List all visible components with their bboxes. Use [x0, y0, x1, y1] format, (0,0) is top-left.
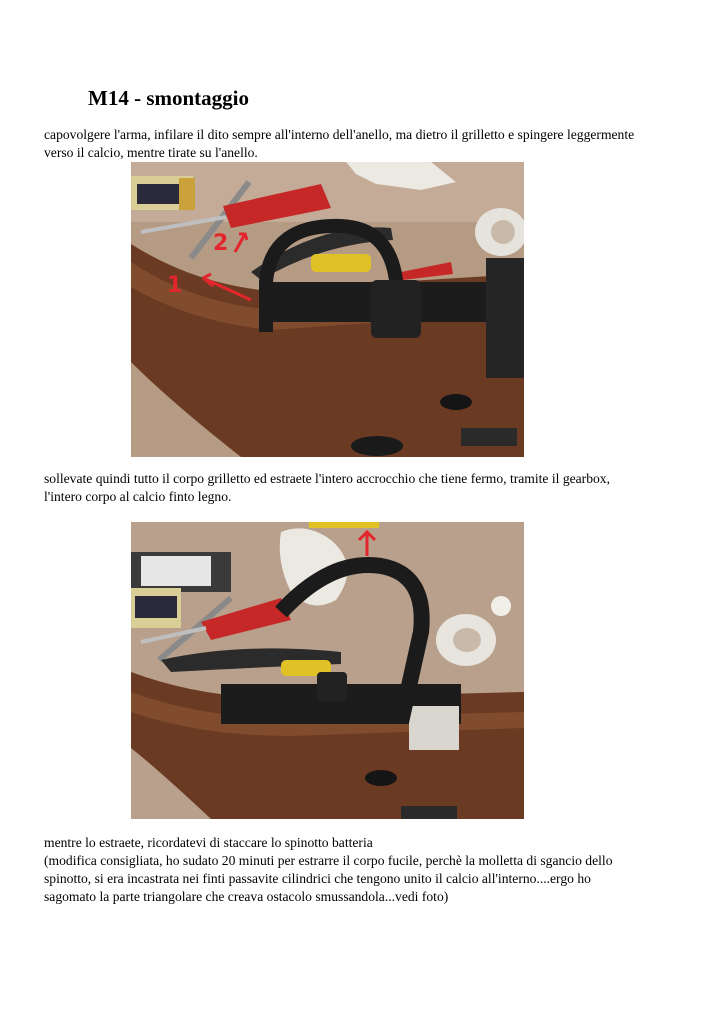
photo-trigger-guard-release [131, 162, 524, 457]
instruction-paragraph-3 [44, 834, 684, 906]
paragraph-line: sagomato la parte triangolare che creava ostacolo smussandola...vedi foto) [44, 889, 449, 904]
photo-trigger-group-removal [131, 522, 524, 819]
page-title: M14 - smontaggio [88, 86, 249, 110]
photo-trigger-group-removal-graphic [131, 522, 524, 819]
paragraph-line: spinotto, si era incastrata nei finti passavite cilindrici che tengono unito il calcio all'interno....ergo ho [44, 871, 591, 886]
paragraph-line: l'intero corpo al calcio finto legno. [44, 489, 232, 504]
annotation-number-1: 1 [167, 273, 183, 298]
paragraph-line: sollevate quindi tutto il corpo grilletto ed estraete l'intero accrocchio che tiene fermo, tramite il gearbox, [44, 471, 610, 486]
paragraph-line: verso il calcio, mentre tirate su l'anello. [44, 145, 258, 160]
annotation-number-2: 2 [213, 231, 229, 256]
paragraph-line: mentre lo estraete, ricordatevi di staccare lo spinotto batteria [44, 835, 373, 850]
paragraph-line: capovolgere l'arma, infilare il dito sempre all'interno dell'anello, ma dietro il grilletto e spingere leggermente [44, 127, 635, 142]
instruction-paragraph-1 [44, 126, 684, 162]
photo-trigger-guard-release-graphic [131, 162, 524, 457]
paragraph-line: (modifica consigliata, ho sudato 20 minuti per estrarre il corpo fucile, perchè la molletta di sgancio dello [44, 853, 613, 868]
instruction-paragraph-2 [44, 470, 684, 506]
